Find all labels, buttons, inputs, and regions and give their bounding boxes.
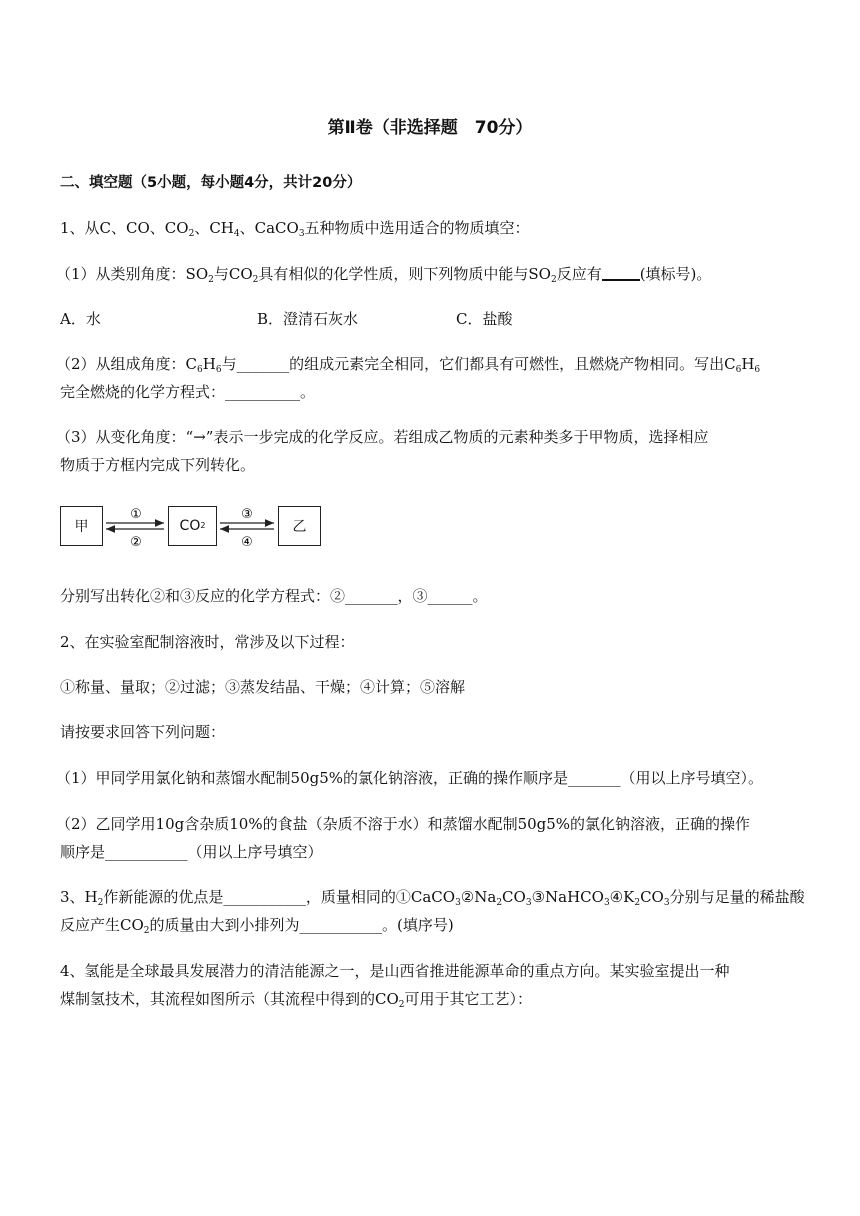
- q2-part1: （1）甲同学用氯化钠和蒸馏水配制50g5%的氯化钠溶液，正确的操作顺序是_______（用以上序号填空）。: [56, 769, 764, 787]
- q4-line1: 4、氢能是全球最具发展潜力的清洁能源之一，是山西省推进能源革命的重点方向。某实验室提出一种: [60, 962, 730, 980]
- q4-line2: 煤制氢技术，其流程如图所示（其流程中得到的$CO_2$可用于其它工艺）：: [60, 990, 533, 1010]
- q1-part1: （1）从类别角度：$SO_2$与$CO_2$具有相似的化学性质，则下列物质中能与$SO_2$反应有 (填标号)。: [56, 265, 712, 285]
- label-2: ②: [130, 535, 142, 550]
- box-jia: 甲: [60, 506, 103, 546]
- conversion-diagram: [60, 506, 322, 552]
- q2-part2-cont: 顺序是___________（用以上序号填空）: [60, 843, 323, 861]
- option-a: A．水: [60, 310, 101, 328]
- label-4: ④: [241, 535, 253, 550]
- label-1: ①: [130, 507, 142, 522]
- q1-part4: 分别写出转化②和③反应的化学方程式：②_______，③______。: [60, 587, 488, 605]
- option-c: C．盐酸: [456, 310, 513, 328]
- label-3: ③: [241, 507, 253, 522]
- q3-line2: 反应产生$CO_2$的质量由大到小排列为___________。(填序号): [60, 916, 454, 936]
- q2-steps: ①称量、量取；②过滤；③蒸发结晶、干燥；④计算；⑤溶解: [60, 678, 466, 696]
- q3-line1: 3、$H_2$作新能源的优点是___________，质量相同的$①CaCO_3②Na_2CO_3③NaHCO_3④K_2CO_3$分别与足量的稀盐酸: [60, 888, 805, 908]
- page-title: 第Ⅱ卷（非选择题 70分）: [327, 118, 533, 138]
- answer-blank: [602, 265, 640, 281]
- q2-part2: （2）乙同学用10g含杂质10%的食盐（杂质不溶于水）和蒸馏水配制50g5%的氯化钠溶液，正确的操作: [56, 815, 751, 833]
- q1-part2: （2）从组成角度：$C_6H_6$与_______的组成元素完全相同，它们都具有可燃性，且燃烧产物相同。写出$C_6H_6$: [56, 355, 761, 375]
- section-header: 二、填空题（5小题，每小题4分，共计20分）: [60, 175, 362, 191]
- q2-intro: 2、在实验室配制溶液时，常涉及以下过程：: [60, 633, 355, 651]
- q1-part3: （3）从变化角度：“→”表示一步完成的化学反应。若组成乙物质的元素种类多于甲物质，选择相应: [56, 428, 709, 446]
- q1-options: [60, 308, 760, 330]
- box-yi: 乙: [278, 506, 321, 546]
- box-co2: CO 2: [168, 506, 217, 546]
- q1-intro: 1、从C、CO、$CO_2$、$CH_4$、CaCO$_3$五种物质中选用适合的物质填空：: [60, 219, 530, 239]
- q1-part2-cont: 完全燃烧的化学方程式：__________。: [60, 383, 316, 401]
- conversion-arrows: [60, 506, 322, 552]
- option-b: B．澄清石灰水: [257, 310, 359, 328]
- q1-part3-cont: 物质于方框内完成下列转化。: [60, 456, 256, 474]
- q2-ask: 请按要求回答下列问题：: [60, 723, 226, 741]
